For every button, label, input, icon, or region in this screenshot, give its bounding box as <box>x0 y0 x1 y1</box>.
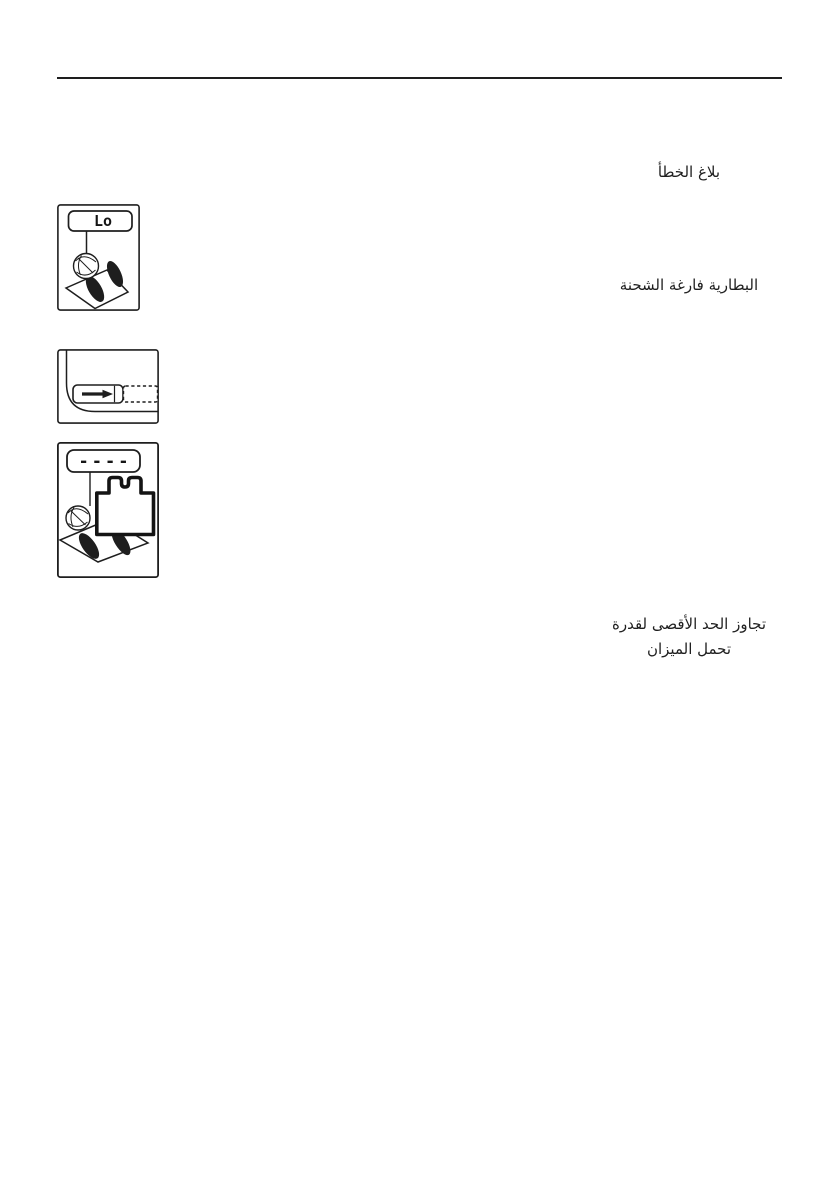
caption-battery-empty: البطارية فارغة الشحنة <box>619 276 759 294</box>
scale-overload-illustration <box>57 442 159 578</box>
caption-overload <box>579 612 799 662</box>
scale-lo-illustration <box>57 204 140 311</box>
display-value-dashes: ---- <box>78 451 132 472</box>
battery-slot-dashed-outline <box>124 386 158 402</box>
figure-overload <box>57 442 159 582</box>
caption-overload-line2: تحمل الميزان <box>646 640 732 658</box>
display-value-lo: Lo <box>93 212 113 230</box>
figure-battery-compartment <box>57 349 159 428</box>
header-divider <box>57 77 782 79</box>
battery-compartment-illustration <box>57 349 159 424</box>
figure-lo-error-display <box>57 204 140 315</box>
section-heading: بلاغ الخطأ <box>657 163 721 181</box>
caption-overload-line1: تجاوز الحد الأقصى لقدرة <box>611 615 767 633</box>
